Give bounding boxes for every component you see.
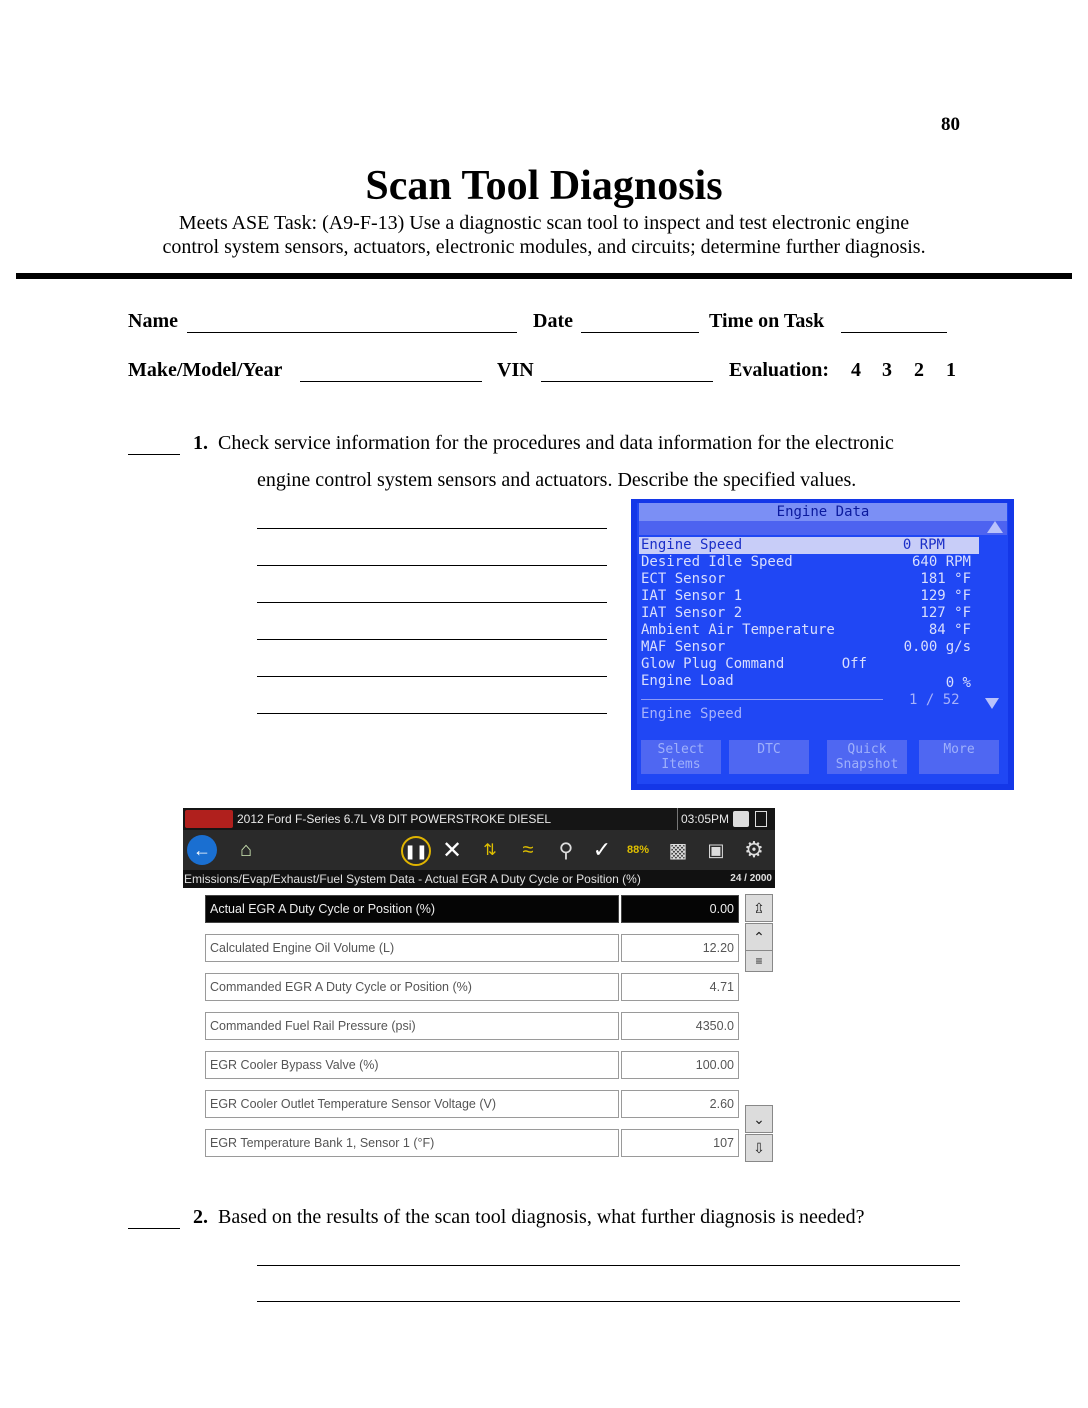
select-items-button[interactable]: Select Items [641, 740, 721, 774]
engine-data-row[interactable] [641, 605, 971, 622]
engine-data-row[interactable] [641, 656, 971, 673]
battery-icon [755, 811, 767, 827]
pid-row-value: 4350.0 [621, 1012, 739, 1040]
more-button[interactable]: More [919, 740, 999, 774]
scroll-bottom-icon[interactable]: ⇩ [745, 1134, 773, 1162]
page-title: Scan Tool Diagnosis [365, 163, 723, 209]
engine-data-label: IAT Sensor 2 [641, 605, 743, 621]
time-on-task-field[interactable] [841, 332, 947, 333]
question-1-text-line-2: engine control system sensors and actuators. Describe the specified values. [257, 469, 857, 491]
engine-data-label: Ambient Air Temperature [641, 622, 835, 638]
date-label: Date [533, 310, 573, 332]
pause-icon[interactable]: ❚❚ [401, 836, 431, 866]
engine-data-scrollbar [639, 521, 1007, 535]
question-1-number: 1. [193, 432, 208, 454]
engine-data-label: Glow Plug Command [641, 656, 785, 672]
scan-tool-breadcrumb [183, 870, 775, 888]
scroll-thumb-icon[interactable]: ≡ [745, 950, 773, 972]
pid-row-label[interactable]: Commanded EGR A Duty Cycle or Position (%) [205, 973, 619, 1001]
question-2-text: Based on the results of the scan tool diagnosis, what further diagnosis is needed? [218, 1206, 865, 1228]
task-description-line-2: control system sensors, actuators, electronic modules, and circuits; determine further diagnosis. [162, 236, 926, 258]
page-number: 80 [941, 114, 960, 135]
make-model-year-label: Make/Model/Year [128, 359, 283, 381]
time-on-task-label: Time on Task [709, 310, 825, 332]
scan-tool-title-bar [183, 808, 775, 830]
pid-row-value: 107 [621, 1129, 739, 1157]
task-description-line-1: Meets ASE Task: (A9-F-13) Use a diagnostic scan tool to inspect and test electronic engine [178, 212, 910, 234]
zoom-icon[interactable]: ⚲ [558, 839, 574, 862]
engine-data-row[interactable] [641, 571, 971, 588]
pid-row-value: 100.00 [621, 1051, 739, 1079]
engine-data-value: 127 °F [920, 605, 971, 621]
answer-line[interactable] [257, 528, 607, 529]
clear-icon[interactable]: ✕ [441, 836, 463, 864]
name-label: Name [128, 310, 178, 332]
engine-data-label: ECT Sensor [641, 571, 726, 587]
answer-line[interactable] [257, 1265, 960, 1266]
pid-row-value: 12.20 [621, 934, 739, 962]
engine-data-value: 640 RPM [911, 554, 971, 570]
engine-data-value: 0 RPM [902, 537, 945, 553]
engine-data-value: 181 °F [920, 571, 971, 587]
wifi-icon [733, 811, 749, 827]
engine-data-divider [641, 699, 883, 700]
scroll-down-icon[interactable] [985, 698, 999, 709]
engine-data-selected-label: Engine Speed [641, 706, 743, 722]
engine-data-label: IAT Sensor 1 [641, 588, 743, 604]
breadcrumb-text: Emissions/Evap/Exhaust/Fuel System Data - Actual EGR A Duty Cycle or Position (%) [184, 872, 641, 886]
quick-snapshot-button[interactable]: Quick Snapshot [827, 740, 907, 774]
question-1-check-blank[interactable] [128, 454, 180, 455]
back-icon[interactable]: ← [187, 835, 217, 865]
evaluation-label: Evaluation: [729, 359, 830, 381]
engine-data-row[interactable] [641, 673, 971, 690]
snap-on-logo-icon [185, 810, 233, 828]
dtc-button[interactable]: DTC [729, 740, 809, 774]
date-field[interactable] [581, 332, 699, 333]
evaluation-score-1[interactable]: 1 [946, 359, 956, 381]
evaluation-score-4[interactable]: 4 [851, 359, 861, 381]
engine-data-label: Engine Speed [641, 537, 743, 553]
evaluation-score-3[interactable]: 3 [882, 359, 892, 381]
pid-row-value: 2.60 [621, 1090, 739, 1118]
answer-line[interactable] [257, 602, 607, 603]
lock-icon[interactable]: ▩ [668, 839, 688, 862]
answer-line[interactable] [257, 639, 607, 640]
vin-field[interactable] [541, 381, 713, 382]
engine-data-label: Engine Load [641, 673, 734, 689]
pid-row-value: 4.71 [621, 973, 739, 1001]
answer-line[interactable] [257, 565, 607, 566]
answer-line[interactable] [257, 713, 607, 714]
engine-data-value: Off [841, 656, 867, 672]
answer-line[interactable] [257, 676, 607, 677]
engine-data-screen [631, 499, 1014, 790]
vehicle-description: 2012 Ford F-Series 6.7L V8 DIT POWERSTROKE DIESEL [237, 812, 552, 826]
engine-data-row[interactable] [639, 537, 979, 554]
vin-label: VIN [497, 359, 534, 381]
engine-data-value: 129 °F [920, 588, 971, 604]
pid-row-label[interactable]: EGR Cooler Bypass Valve (%) [205, 1051, 619, 1079]
pid-row-label[interactable]: EGR Cooler Outlet Temperature Sensor Voltage (V) [205, 1090, 619, 1118]
engine-data-value: 0.00 g/s [903, 639, 971, 655]
percent-icon[interactable]: 88% [626, 844, 650, 856]
pid-row-label[interactable]: Commanded Fuel Rail Pressure (psi) [205, 1012, 619, 1040]
pid-row-label[interactable]: Calculated Engine Oil Volume (L) [205, 934, 619, 962]
checkmark-icon[interactable]: ✓ [592, 837, 612, 862]
home-icon[interactable]: ⌂ [239, 838, 253, 861]
pid-row-label[interactable]: Actual EGR A Duty Cycle or Position (%) [205, 895, 619, 923]
make-model-year-field[interactable] [300, 381, 482, 382]
pid-row-label[interactable]: EGR Temperature Bank 1, Sensor 1 (°F) [205, 1129, 619, 1157]
scan-tool-screen [183, 808, 775, 1164]
engine-data-row[interactable] [641, 588, 971, 605]
engine-data-label: MAF Sensor [641, 639, 726, 655]
answer-line[interactable] [257, 1301, 960, 1302]
header-divider [16, 273, 1072, 279]
name-field[interactable] [187, 332, 517, 333]
page-up-icon[interactable]: ⌃ [745, 923, 773, 951]
engine-data-row[interactable] [641, 639, 971, 656]
page-down-icon[interactable]: ⌄ [745, 1105, 773, 1133]
gear-icon[interactable]: ⚙ [744, 837, 764, 862]
clock: 03:05PM [677, 808, 729, 830]
scroll-top-icon[interactable]: ⇫ [745, 894, 773, 922]
page-indicator: 1 / 52 [909, 692, 960, 708]
scroll-up-icon[interactable] [987, 521, 1003, 533]
evaluation-score-2[interactable]: 2 [914, 359, 924, 381]
engine-data-value: 84 °F [928, 622, 971, 638]
engine-data-header: Engine Data [639, 503, 1007, 521]
question-1-text-line-1: Check service information for the procedures and data information for the electronic [218, 432, 894, 454]
question-2-number: 2. [193, 1206, 208, 1228]
question-2-check-blank[interactable] [128, 1228, 180, 1229]
engine-data-value: 0 % [945, 675, 971, 691]
engine-data-row[interactable] [641, 622, 971, 639]
record-counter: 24 / 2000 [730, 873, 772, 884]
engine-data-label: Desired Idle Speed [641, 554, 793, 570]
sort-icon[interactable]: ⇅ [483, 842, 497, 859]
pid-row-value: 0.00 [621, 895, 739, 923]
engine-data-row[interactable] [641, 554, 971, 571]
save-icon[interactable]: ▣ [707, 839, 725, 860]
graph-icon[interactable]: ≈ [522, 838, 534, 861]
